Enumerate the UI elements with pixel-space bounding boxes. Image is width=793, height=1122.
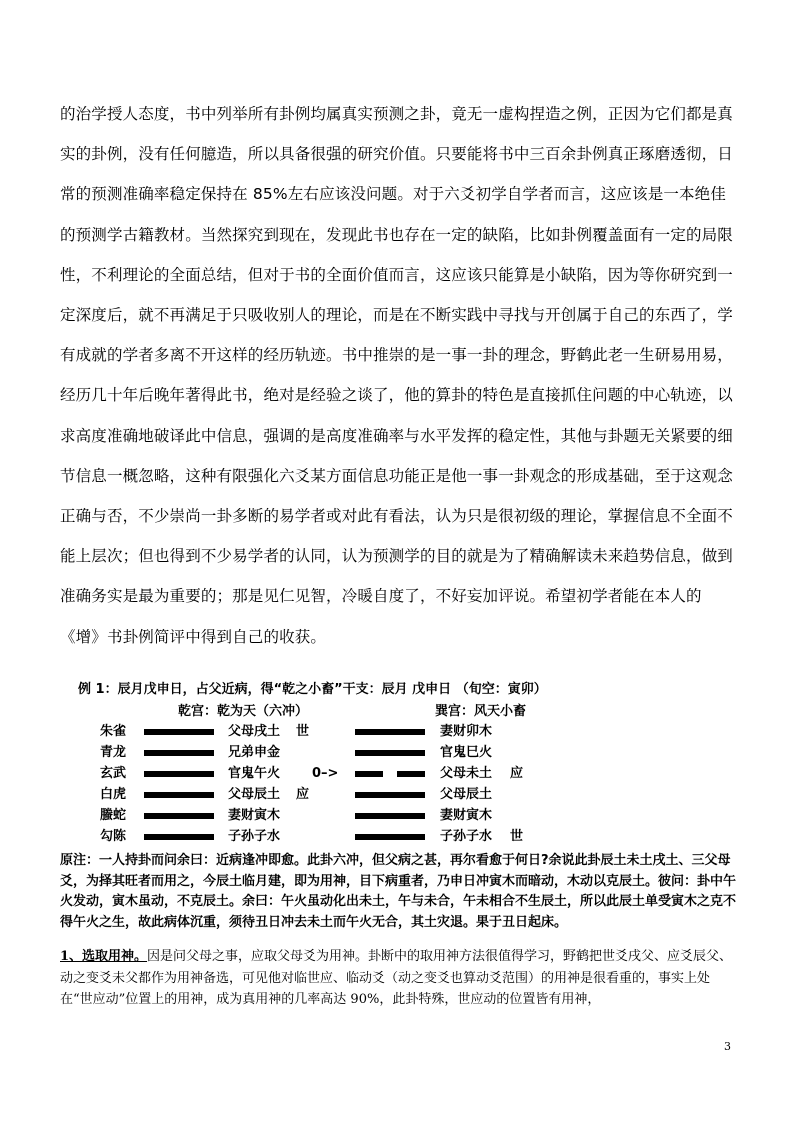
hexagram-row — [60, 764, 740, 784]
hexagram-row — [60, 743, 740, 763]
right-shi-ying-mark: 应 — [510, 766, 524, 781]
intro-section — [60, 94, 736, 657]
six-spirit-label: 玄武 — [100, 766, 127, 781]
hexagram-row — [60, 806, 740, 826]
left-line-text: 父母戌土 — [228, 724, 281, 739]
yang-line — [144, 750, 214, 756]
right-line-text: 父母辰土 — [440, 787, 493, 802]
yang-line — [355, 834, 425, 840]
left-line-text: 妻财寅木 — [228, 808, 281, 823]
moving-mark: 0–> — [312, 766, 339, 781]
yang-line — [355, 750, 425, 756]
right-line-text: 子孙子水 — [440, 829, 493, 844]
shi-ying-mark: 世 — [296, 724, 310, 739]
right-line-text: 父母未土 — [440, 766, 493, 781]
hexagram-row — [60, 785, 740, 805]
left-line-text: 子孙子水 — [228, 829, 281, 844]
intro-paragraph: 的治学授人态度，书中列举所有卦例均属真实预测之卦，竟无一虚构捏造之例，正因为它们都是真实的卦例，没有任何臆造，所以具备很强的研究价值。只要能将书中三百余卦例真正琢磨透彻，日常的预测准确率稳定保持在 85%左右应该没问题。对于六爻初学自学者而言，这应该是一本绝佳的预测学古籍教材。当然探究到现在，发现此书也存在一定的缺陷，比如卦例覆盖面有一定的局限性，不利理论的全面总结，但对于书的全面价值而言，这应该只能算是小缺陷，因为等你研究到一定深度后，就不再满足于只吸收别人的理论，而是在不断实践中寻找与开创属于自己的东西了，学有成就的学者多离不开这样的经历轨迹。书中推崇的是一事一卦的理念，野鹤此老一生研易用易，经历几十年后晚年著得此书，绝对是经验之谈了，他的算卦的特色是直接抓住问题的中心轨迹，以求高度准确地破译此中信息，强调的是高度准确率与水平发挥的稳定性，其他与卦题无关紧要的细节信息一概忽略，这种有限强化六爻某方面信息功能正是他一事一卦观念的形成基础，至于这观念正确与否，不少崇尚一卦多断的易学者或对此有看法，认为只是很初级的理论，掌握信息不全面不能上层次；但也得到不少易学者的认同，认为预测学的目的就是为了精确解读未来趋势信息，做到准确务实是最为重要的；那是见仁见智，冷暖自度了，不好妄加评说。希望初学者能在本人的《增》书卦例简评中得到自己的收获。 — [60, 105, 733, 646]
hexagram-row — [60, 722, 740, 742]
left-line-text: 兄弟申金 — [228, 745, 281, 760]
yang-line — [355, 813, 425, 819]
yang-line — [144, 813, 214, 819]
six-spirit-label: 螣蛇 — [100, 808, 127, 823]
yang-line — [144, 729, 214, 735]
section-text: 因是问父母之事，应取父母爻为用神。卦断中的取用神方法很值得学习，野鹤把世爻戌父、应爻辰父、动之变爻未父都作为用神备选，可见他对临世应、临动爻（动之变爻也算动爻范围）的用神是很看重的，事实上处在“世应动”位置上的用神，成为真用神的几率高达 90%，此卦特殊，世应动的位置皆有用神， — [60, 949, 733, 1007]
left-hexagram-header: 乾宫：乾为天（六冲） — [178, 704, 309, 719]
example-title: 例 1：辰月戊申日，占父近病，得“乾之小畜”干支：辰月 戊申日 （旬空：寅卯） — [78, 682, 547, 697]
page-number: 3 — [724, 1040, 731, 1053]
right-line-text: 官鬼巳火 — [440, 745, 493, 760]
right-line-text: 妻财卯木 — [440, 724, 493, 739]
yin-line-right-segment — [397, 771, 425, 777]
left-line-text: 官鬼午火 — [228, 766, 281, 781]
six-spirit-label: 勾陈 — [100, 829, 127, 844]
six-spirit-label: 青龙 — [100, 745, 127, 760]
six-spirit-label: 白虎 — [100, 787, 127, 802]
yin-line-left-segment — [355, 771, 383, 777]
yang-line — [144, 771, 214, 777]
six-spirit-label: 朱雀 — [100, 724, 127, 739]
right-shi-ying-mark: 世 — [510, 829, 524, 844]
yang-line — [355, 792, 425, 798]
yang-line — [144, 834, 214, 840]
yang-line — [355, 729, 425, 735]
right-hexagram-header: 巽宫：风天小畜 — [435, 704, 527, 719]
section-heading: 1、选取用神。 — [60, 949, 148, 964]
hexagram-row — [60, 827, 740, 847]
yang-line — [144, 792, 214, 798]
right-line-text: 妻财寅木 — [440, 808, 493, 823]
original-annotation: 原注：一人持卦而问余曰：近病逢冲即愈。此卦六冲，但父病之甚，再尔看愈于何日?余说此卦辰土未土戌土、三父母爻，为择其旺者而用之，今辰土临月建，即为用神，目下病重者，乃申日冲寅木而暗动，木动以克辰土。彼问：卦中午火发动，寅木虽动，不克辰土。余曰：午火虽动化出未土，午与未合，午未相合不生辰土，所以此辰土单受寅木之克不得午火之生，故此病体沉重，须待丑日冲去未土而午火无合，其土灾退。果于丑日起床。 — [60, 853, 737, 930]
left-line-text: 父母辰土 — [228, 787, 281, 802]
shi-ying-mark: 应 — [296, 787, 310, 802]
section-select-yongshen — [60, 946, 736, 1011]
